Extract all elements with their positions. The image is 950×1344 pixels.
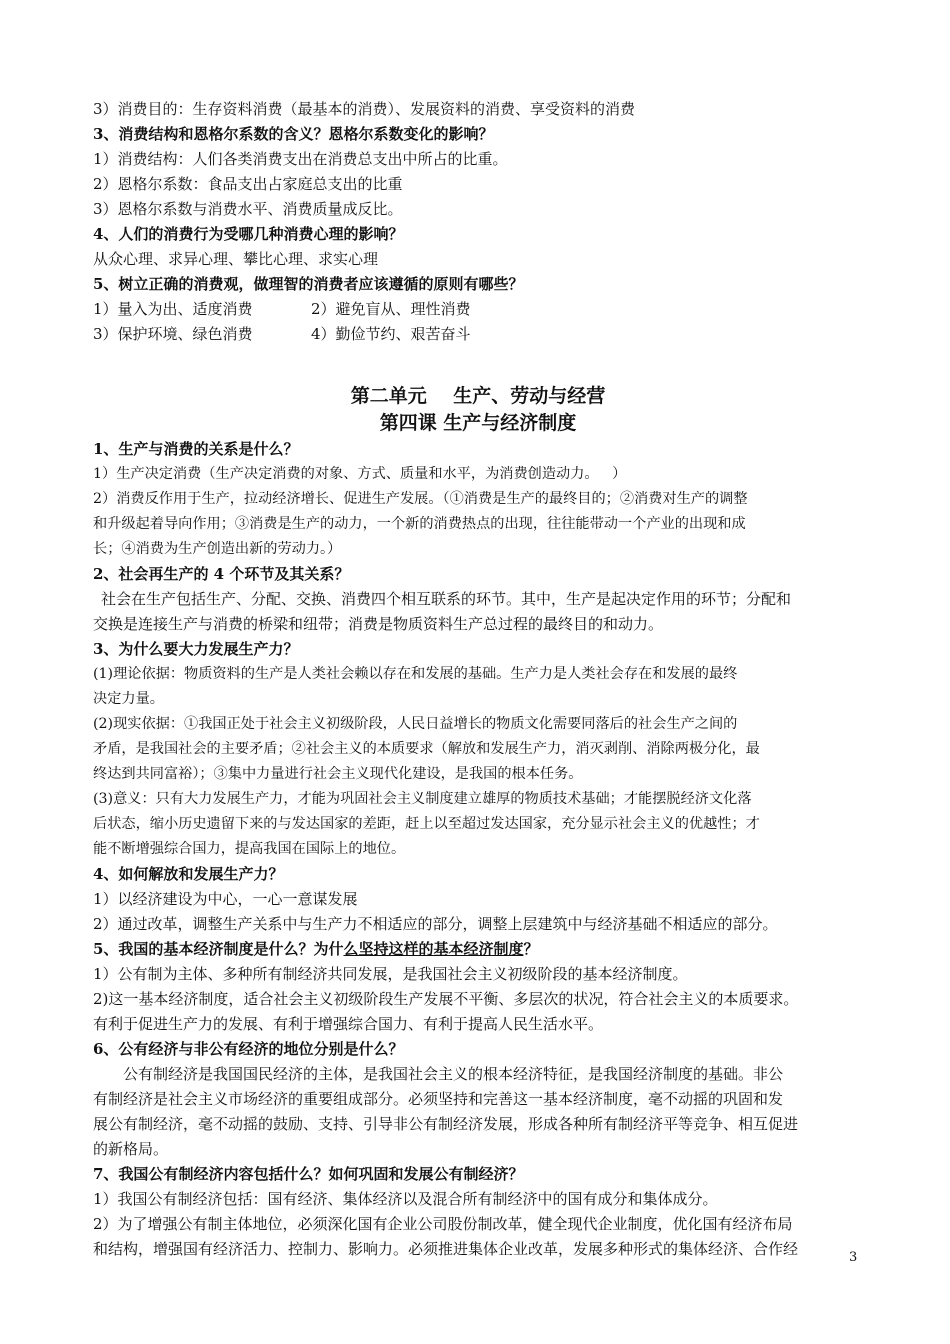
principle-item: 3）保护环境、绿色消费 [93,325,253,343]
text-line: 2）消费反作用于生产，拉动经济增长、促进生产发展。（①消费是生产的最终目的；②消费对生产的调整 [93,491,748,507]
text-line: 1）消费结构：人们各类消费支出在消费总支出中所占的比重。 [93,150,508,168]
principle-item: 2）避免盲从、理性消费 [311,300,471,318]
page-number: 3 [849,1250,858,1265]
text-line [93,322,863,347]
document-page [93,97,863,1262]
text-line: 能不断增强综合国力，提高我国在国际上的地位。 [93,841,406,857]
principle-item: 1）量入为出、适度消费 [93,300,253,318]
text-line [93,297,863,322]
lesson-title: 第四课 生产与经济制度 [379,412,577,434]
question-heading-text: ？ [523,940,539,958]
text-line: 3）消费目的：生存资料消费（最基本的消费）、发展资料的消费、享受资料的消费 [93,100,636,118]
text-line: 和结构，增强国有经济活力、控制力、影响力。必须推进集体企业改革，发展多种形式的集体经济、合作经 [93,1240,799,1258]
question-heading: 1、生产与消费的关系是什么？ [93,440,299,458]
question-heading: 4、如何解放和发展生产力？ [93,865,284,883]
question-heading [93,937,863,962]
unit-title: 第二单元 生产、劳动与经营 [350,385,606,407]
text-line: 从众心理、求异心理、攀比心理、求实心理 [93,250,379,268]
text-line: 社会在生产包括生产、分配、交换、消费四个相互联系的环节。其中，生产是起决定作用的环节；分配和 [101,590,792,608]
text-line: 1）以经济建设为中心，一心一意谋发展 [93,890,358,908]
text-line: 1）公有制为主体、多种所有制经济共同发展，是我国社会主义初级阶段的基本经济制度。 [93,965,688,983]
text-line: 1）生产决定消费（生产决定消费的对象、方式、质量和水平，为消费创造动力。 ） [93,466,627,482]
text-line: (2)现实依据：①我国正处于社会主义初级阶段，人民日益增长的物质文化需要同落后的社会生产之间的 [93,716,738,732]
text-line: 展公有制经济，毫不动摇的鼓励、支持、引导非公有制经济发展，形成各种所有制经济平等竞争、相互促进 [93,1115,799,1133]
text-line: 的新格局。 [93,1140,169,1158]
text-line: 3）恩格尔系数与消费水平、消费质量成反比。 [93,200,403,218]
text-line: 有制经济是社会主义市场经济的重要组成部分。必须坚持和完善这一基本经济制度，毫不动摇的巩固和发 [93,1090,784,1108]
text-line: 1）我国公有制经济包括：国有经济、集体经济以及混合所有制经济中的国有成分和集体成分。 [93,1190,718,1208]
text-line: 2）恩格尔系数：食品支出占家庭总支出的比重 [93,175,403,193]
text-line: (1)理论依据：物质资料的生产是人类社会赖以存在和发展的基础。生产力是人类社会存在和发展的最终 [93,666,738,682]
text-line: 2）通过改革，调整生产关系中与生产力不相适应的部分，调整上层建筑中与经济基础不相适应的部分。 [93,915,778,933]
text-line: 终达到共同富裕）；③集中力量进行社会主义现代化建设，是我国的根本任务。 [93,766,583,782]
question-heading: 4、人们的消费行为受哪几种消费心理的影响？ [93,225,404,243]
question-heading: 2、社会再生产的 4 个环节及其关系？ [93,565,350,583]
text-line: 有利于促进生产力的发展、有利于增强综合国力、有利于提高人民生活水平。 [93,1015,604,1033]
text-line: 和升级起着导向作用；③消费是生产的动力，一个新的消费热点的出现，往往能带动一个产业的出现和成 [93,516,746,532]
text-line: 矛盾，是我国社会的主要矛盾；②社会主义的本质要求（解放和发展生产力，消灭剥削、消除两极分化，最 [93,741,760,757]
text-line: 长；④消费为生产创造出新的劳动力。） [93,541,342,557]
question-heading: 3、消费结构和恩格尔系数的含义？恩格尔系数变化的影响？ [93,125,494,143]
underlined-text: 么坚持这样的基本经济制度 [343,940,524,958]
text-line: 后状态，缩小历史遗留下来的与发达国家的差距，赶上以至超过发达国家，充分显示社会主义的优越性；才 [93,816,760,832]
text-line: 2)这一基本经济制度，适合社会主义初级阶段生产发展不平衡、多层次的状况，符合社会主义的本质要求。 [93,990,799,1008]
text-line: 公有制经济是我国国民经济的主体，是我国社会主义的根本经济特征，是我国经济制度的基础。非公 [123,1065,784,1083]
text-line: (3)意义：只有大力发展生产力，才能为巩固社会主义制度建立雄厚的物质技术基础；才能摆脱经济文化落 [93,791,752,807]
text-line: 2）为了增强公有制主体地位，必须深化国有企业公司股份制改革，健全现代企业制度，优化国有经济布局 [93,1215,793,1233]
question-heading-text: 5、我国的基本经济制度是什么？为什 [93,940,344,958]
question-heading: 3、为什么要大力发展生产力？ [93,640,299,658]
question-heading: 7、我国公有制经济内容包括什么？如何巩固和发展公有制经济？ [93,1165,524,1183]
text-line: 决定力量。 [93,691,164,707]
question-heading: 5、树立正确的消费观，做理智的消费者应该遵循的原则有哪些？ [93,275,524,293]
text-line: 交换是连接生产与消费的桥梁和纽带；消费是物质资料生产总过程的最终目的和动力。 [93,615,664,633]
principle-item: 4）勤俭节约、艰苦奋斗 [311,325,471,343]
question-heading: 6、公有经济与非公有经济的地位分别是什么？ [93,1040,404,1058]
